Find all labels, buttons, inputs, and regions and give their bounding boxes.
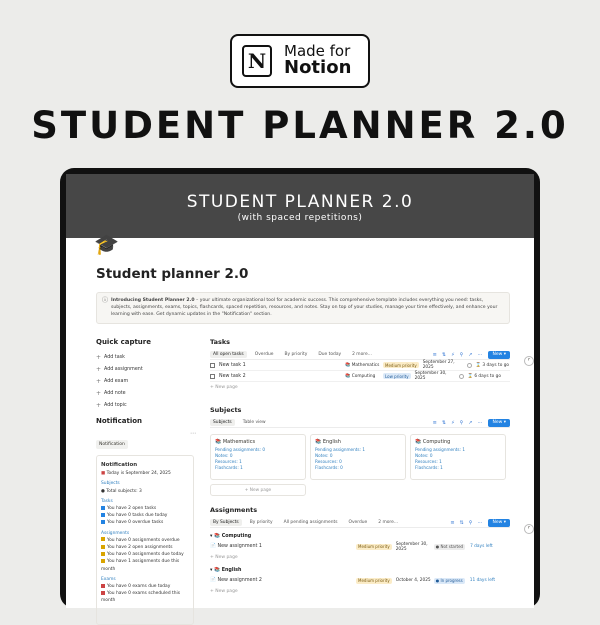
subjects-new-button[interactable]: New ▾ <box>488 419 510 427</box>
promo-title: STUDENT PLANNER 2.0 <box>31 104 569 147</box>
table-row[interactable] <box>210 575 510 586</box>
notion-page <box>66 174 534 608</box>
priority-tag: Medium priority <box>358 544 390 549</box>
assignments-database <box>210 506 510 596</box>
callout-bold: Introducing Student Planner 2.0 <box>111 298 195 303</box>
subject-name: 📚 English <box>315 439 341 445</box>
expand-icon[interactable]: ↗ <box>468 351 473 358</box>
subject-stat: Flashcards: 1 <box>215 465 243 470</box>
exams-label: Exams <box>101 576 116 582</box>
priority-tag: Medium priority <box>358 578 390 583</box>
notif-line: You have 2 open assignments <box>101 544 189 551</box>
page-title[interactable]: Student planner 2.0 <box>96 266 249 282</box>
subject-name: 📚 Mathematics <box>215 439 256 445</box>
tasks-new-button[interactable]: New ▾ <box>488 351 510 359</box>
side-peek-icon[interactable]: ⌜ <box>524 356 534 366</box>
tab-overdue[interactable]: Overdue <box>348 520 368 525</box>
filter-icon[interactable]: ≡ <box>432 419 437 426</box>
task-name[interactable]: New task 2 <box>219 373 246 379</box>
tasks-heading[interactable]: Tasks <box>210 338 231 346</box>
add-task-button[interactable]: + Add task <box>96 353 125 361</box>
tasks-add-page[interactable]: + New page <box>210 384 238 390</box>
notification-heading: Notification <box>96 417 143 425</box>
subject-card[interactable] <box>310 434 406 480</box>
subject-stat: Flashcards: 0 <box>315 465 343 470</box>
subject-stat: Notes: 0 <box>215 453 233 458</box>
task-date: September 30, 2025 <box>414 371 447 381</box>
group-header[interactable]: ▾ 📚 Computing <box>210 533 252 539</box>
add-topic-button[interactable]: + Add topic <box>96 401 127 409</box>
tab-subjects[interactable]: Subjects <box>210 419 235 426</box>
notif-line: You have 1 assignments due this month <box>101 559 180 572</box>
add-exam-button[interactable]: + Add exam <box>96 377 129 385</box>
assignment-name[interactable]: 📄 New assignment 2 <box>210 578 262 583</box>
plus-icon: + <box>96 377 102 385</box>
group-header[interactable]: ▾ 📚 English <box>210 567 242 573</box>
task-checkbox[interactable] <box>210 363 215 368</box>
days-left: 11 days left <box>469 578 496 583</box>
info-icon: ⓘ <box>102 297 109 304</box>
notif-line: You have 0 exams scheduled this month <box>101 591 181 604</box>
task-checkbox[interactable] <box>210 374 215 379</box>
notification-view-tab[interactable]: Notification <box>96 440 128 449</box>
sort-icon[interactable]: ⇅ <box>441 351 447 358</box>
notif-line: You have 2 open tasks <box>101 505 189 512</box>
table-row[interactable] <box>210 360 510 371</box>
notif-line: You have 0 assignments overdue <box>101 537 189 544</box>
search-icon[interactable]: ⚲ <box>468 519 473 526</box>
assignment-date: October 4, 2025 <box>395 578 431 583</box>
task-date: September 27, 2025 <box>422 360 455 370</box>
badge-line2: Notion <box>284 57 352 79</box>
cover-title: STUDENT PLANNER 2.0 <box>186 192 414 212</box>
tasks-view-tabs <box>210 350 510 360</box>
tab-all-pending[interactable]: All pending assignments <box>283 520 338 525</box>
sort-icon[interactable]: ⇅ <box>459 519 464 526</box>
subject-stat: Resources: 0 <box>315 459 342 464</box>
subjects-heading[interactable]: Subjects <box>210 406 242 414</box>
tab-more-views[interactable]: 2 more... <box>378 520 399 525</box>
app-window <box>60 168 540 608</box>
search-icon[interactable]: ⚲ <box>459 351 464 358</box>
assignments-label: Assignments <box>101 530 130 536</box>
done-checkbox[interactable] <box>467 363 472 368</box>
tab-by-subjects[interactable]: By Subjects <box>210 519 242 526</box>
tasks-database <box>210 338 510 392</box>
left-column <box>96 338 196 625</box>
notification-card-title: Notification <box>101 462 138 468</box>
right-column <box>210 338 510 596</box>
today-line: ■ Today is September 24, 2025 <box>101 471 171 477</box>
subjects-database <box>210 406 510 496</box>
notification-card[interactable] <box>96 455 194 625</box>
days-left: 7 days left <box>470 544 493 549</box>
more-options-icon[interactable]: ⋯ <box>190 430 196 437</box>
page-cover <box>66 174 534 238</box>
subject-stat: Pending assignments: 1 <box>415 447 466 452</box>
more-icon[interactable]: ⋯ <box>477 351 483 358</box>
subject-name: 📚 Computing <box>415 439 451 445</box>
status-badge: ● Not started <box>435 544 464 549</box>
subject-stat: Resources: 1 <box>415 459 442 464</box>
made-for-notion-badge <box>230 34 370 88</box>
plus-icon: + <box>96 353 102 361</box>
subjects-view-tabs <box>210 418 510 428</box>
tab-by-priority[interactable]: By priority <box>284 352 308 357</box>
subjects-label: Subjects <box>101 481 120 487</box>
assignment-name[interactable]: 📄 New assignment 1 <box>210 544 262 549</box>
tasks-label: Tasks <box>101 498 113 504</box>
task-subject: 📚 Computing <box>345 373 376 379</box>
group-add-page[interactable]: + New page <box>210 588 238 594</box>
filter-icon[interactable]: ≡ <box>450 519 455 526</box>
notion-logo-icon: N <box>242 45 272 77</box>
subject-stat: Resources: 1 <box>215 459 242 464</box>
plus-icon: + <box>96 365 102 373</box>
tab-overdue[interactable]: Overdue <box>254 352 274 357</box>
subject-card[interactable] <box>210 434 306 480</box>
subject-stat: Pending assignments: 0 <box>215 447 266 452</box>
done-checkbox[interactable] <box>459 374 464 379</box>
badge-line1: Made for <box>284 41 351 60</box>
tab-by-priority[interactable]: By priority <box>249 520 273 525</box>
tab-more-views[interactable]: 2 more... <box>352 352 372 357</box>
assignments-view-tabs <box>210 518 510 528</box>
table-row[interactable] <box>210 371 510 382</box>
plus-icon: + <box>96 389 102 397</box>
priority-tag: Medium priority <box>385 362 417 368</box>
sort-icon[interactable]: ⇅ <box>441 419 447 426</box>
subjects-line: ● Total subjects: 3 <box>101 488 142 494</box>
notif-line: You have 0 overdue tasks <box>101 519 189 526</box>
task-subject: 📚 Mathematics <box>345 362 380 368</box>
lightning-icon[interactable]: ⚡ <box>451 419 455 426</box>
tab-due-today[interactable]: Due today <box>318 352 342 357</box>
time-left: ⌛ 6 days to go <box>467 373 501 379</box>
group-add-page[interactable]: + New page <box>210 554 238 560</box>
subject-stat: Pending assignments: 1 <box>315 447 366 452</box>
status-badge: ● In progress <box>435 578 463 583</box>
notif-line: You have 0 tasks due today <box>101 512 189 519</box>
cover-subtitle: (with spaced repetitions) <box>237 213 363 223</box>
subject-card[interactable] <box>410 434 506 480</box>
notif-line: You have 0 exams due today <box>101 583 189 590</box>
tab-table-view[interactable]: Table view <box>242 420 266 425</box>
notif-line: You have 0 assignments due today <box>101 551 189 558</box>
table-row[interactable] <box>210 541 510 552</box>
expand-icon[interactable]: ↗ <box>468 419 473 426</box>
priority-tag: Low priority <box>385 373 409 379</box>
plus-icon: + <box>96 401 102 409</box>
lightning-icon[interactable]: ⚡ <box>451 351 455 358</box>
subject-stat: Notes: 0 <box>415 453 433 458</box>
subject-stat: Notes: 0 <box>315 453 333 458</box>
more-icon[interactable]: ⋯ <box>477 419 483 426</box>
assignments-new-button[interactable]: New ▾ <box>488 519 510 527</box>
intro-callout <box>96 292 510 324</box>
search-icon[interactable]: ⚲ <box>459 419 464 426</box>
task-name[interactable]: New task 1 <box>219 362 246 368</box>
assignments-heading[interactable]: Assignments <box>210 506 258 514</box>
more-icon[interactable]: ⋯ <box>477 519 483 526</box>
tab-all-open-tasks[interactable]: All open tasks <box>210 351 247 358</box>
add-assignment-button[interactable]: + Add assignment <box>96 365 143 373</box>
time-left: ⌛ 3 days to go <box>475 362 510 368</box>
add-note-button[interactable]: + Add note <box>96 389 126 397</box>
filter-icon[interactable]: ≡ <box>432 351 437 358</box>
calendar-icon: ■ <box>101 471 106 477</box>
subjects-add-page[interactable]: + New page <box>210 484 306 496</box>
subject-stat: Flashcards: 1 <box>415 465 443 470</box>
quick-capture-heading: Quick capture <box>96 338 151 346</box>
assignment-date: September 30, 2025 <box>395 541 428 552</box>
side-peek-icon[interactable]: ⌜ <box>524 524 534 534</box>
callout-text: – your ultimate organizational tool for academic success. This comprehensive template includes everything you need: tasks, subjects, assignments, exams, topics, flashcards, spaced repetition, resources, and notes. Stay on top of your studies, manage your time effectively, and enhance your learning with ease. Get dynamic updates in the "Notification" section. <box>111 298 498 317</box>
graduation-cap-icon[interactable]: 🎓 <box>94 232 119 256</box>
